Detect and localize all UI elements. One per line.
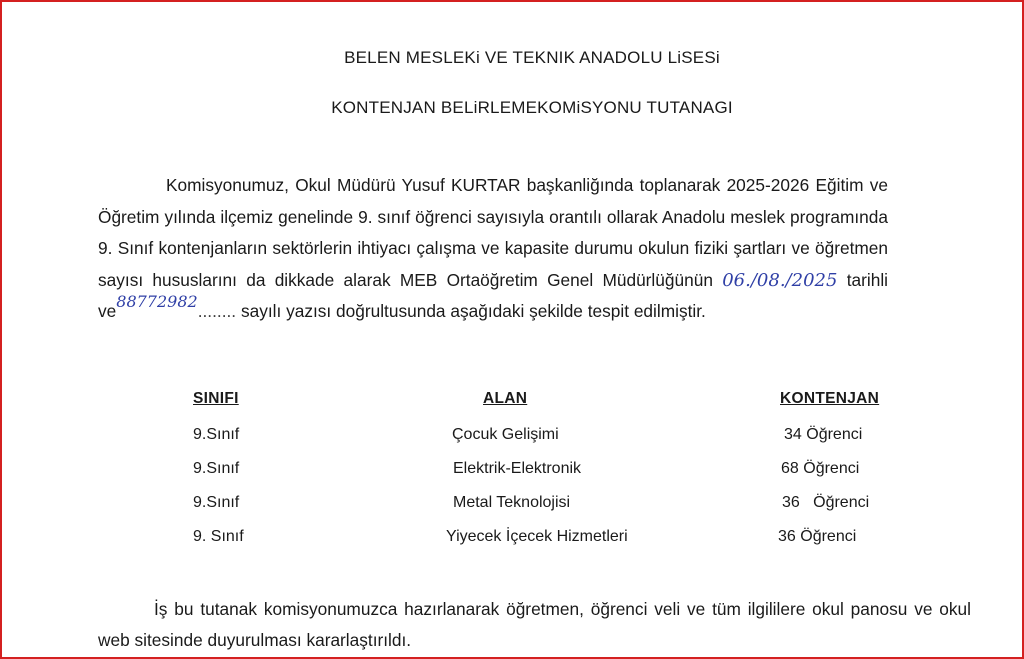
class-cell: 9. Sınıf [193,528,244,545]
table-header-class: SINIFI [193,390,239,407]
paragraph-text-2: tarihli ve [98,269,889,321]
quota-cell: 68 Öğrenci [781,460,860,477]
school-title: BELEN MESLEKi VE TEKNIK ANADOLU LiSESi [344,48,720,67]
class-cell: 9.Sınıf [193,494,240,511]
quota-cell: 34 Öğrenci [784,426,863,443]
paragraph-text-3: sayılı yazısı doğrultusunda aşağıdaki şekilde tespit edilmiştir. [240,301,706,321]
table-header-area: ALAN [483,390,528,407]
table-row [0,528,1024,558]
quota-cell: 36 Öğrenci [782,494,870,511]
area-cell: Çocuk Gelişimi [452,426,559,443]
closing-text: İş bu tutanak komisyonumuzca hazırlanarak öğretmen, öğrenci veli ve tüm ilgililere okul panosu ve okul web sitesinde duyurulması kararlaştırıldı. [98,599,971,650]
document-subtitle: KONTENJAN BELiRLEMEKOMiSYONU TUTANAGI [331,98,733,117]
area-cell: Metal Teknolojisi [453,494,571,511]
closing-paragraph [98,594,971,656]
handwritten-date: 06./08./2025 [722,269,838,291]
class-cell: 9.Sınıf [193,426,240,443]
table-row [0,494,1024,524]
class-cell: 9.Sınıf [193,460,240,477]
area-cell: Yiyecek İçecek Hizmetleri [446,528,628,545]
table-row [0,460,1024,490]
paragraph-text-1: Komisyonumuz, Okul Müdürü Yusuf KURTAR başkanliğında toplanarak 2025-2026 Eğitim ve Öğretim yılında ilçemiz genelinde 9. sınıf öğrenci sayısıyla orantılı ollarak Anadolu meslek programında 9. Sınıf kontenjanların sektörlerin ihtiyacı çalışma ve kapasite durumu okulun fiziki şartları ve öğretmen sayısı hususlarını da dikkade alarak MEB Ortaöğretim Genel Müdürlüğünün [98,175,888,290]
area-cell: Elektrik-Elektronik [453,460,582,477]
quota-cell: 36 Öğrenci [778,528,857,545]
dotted-blank: ........ [197,301,237,321]
body-paragraph [98,170,888,328]
table-header-quota: KONTENJAN [780,390,880,407]
handwritten-number: 88772982 [116,292,198,311]
table-row [0,426,1024,456]
